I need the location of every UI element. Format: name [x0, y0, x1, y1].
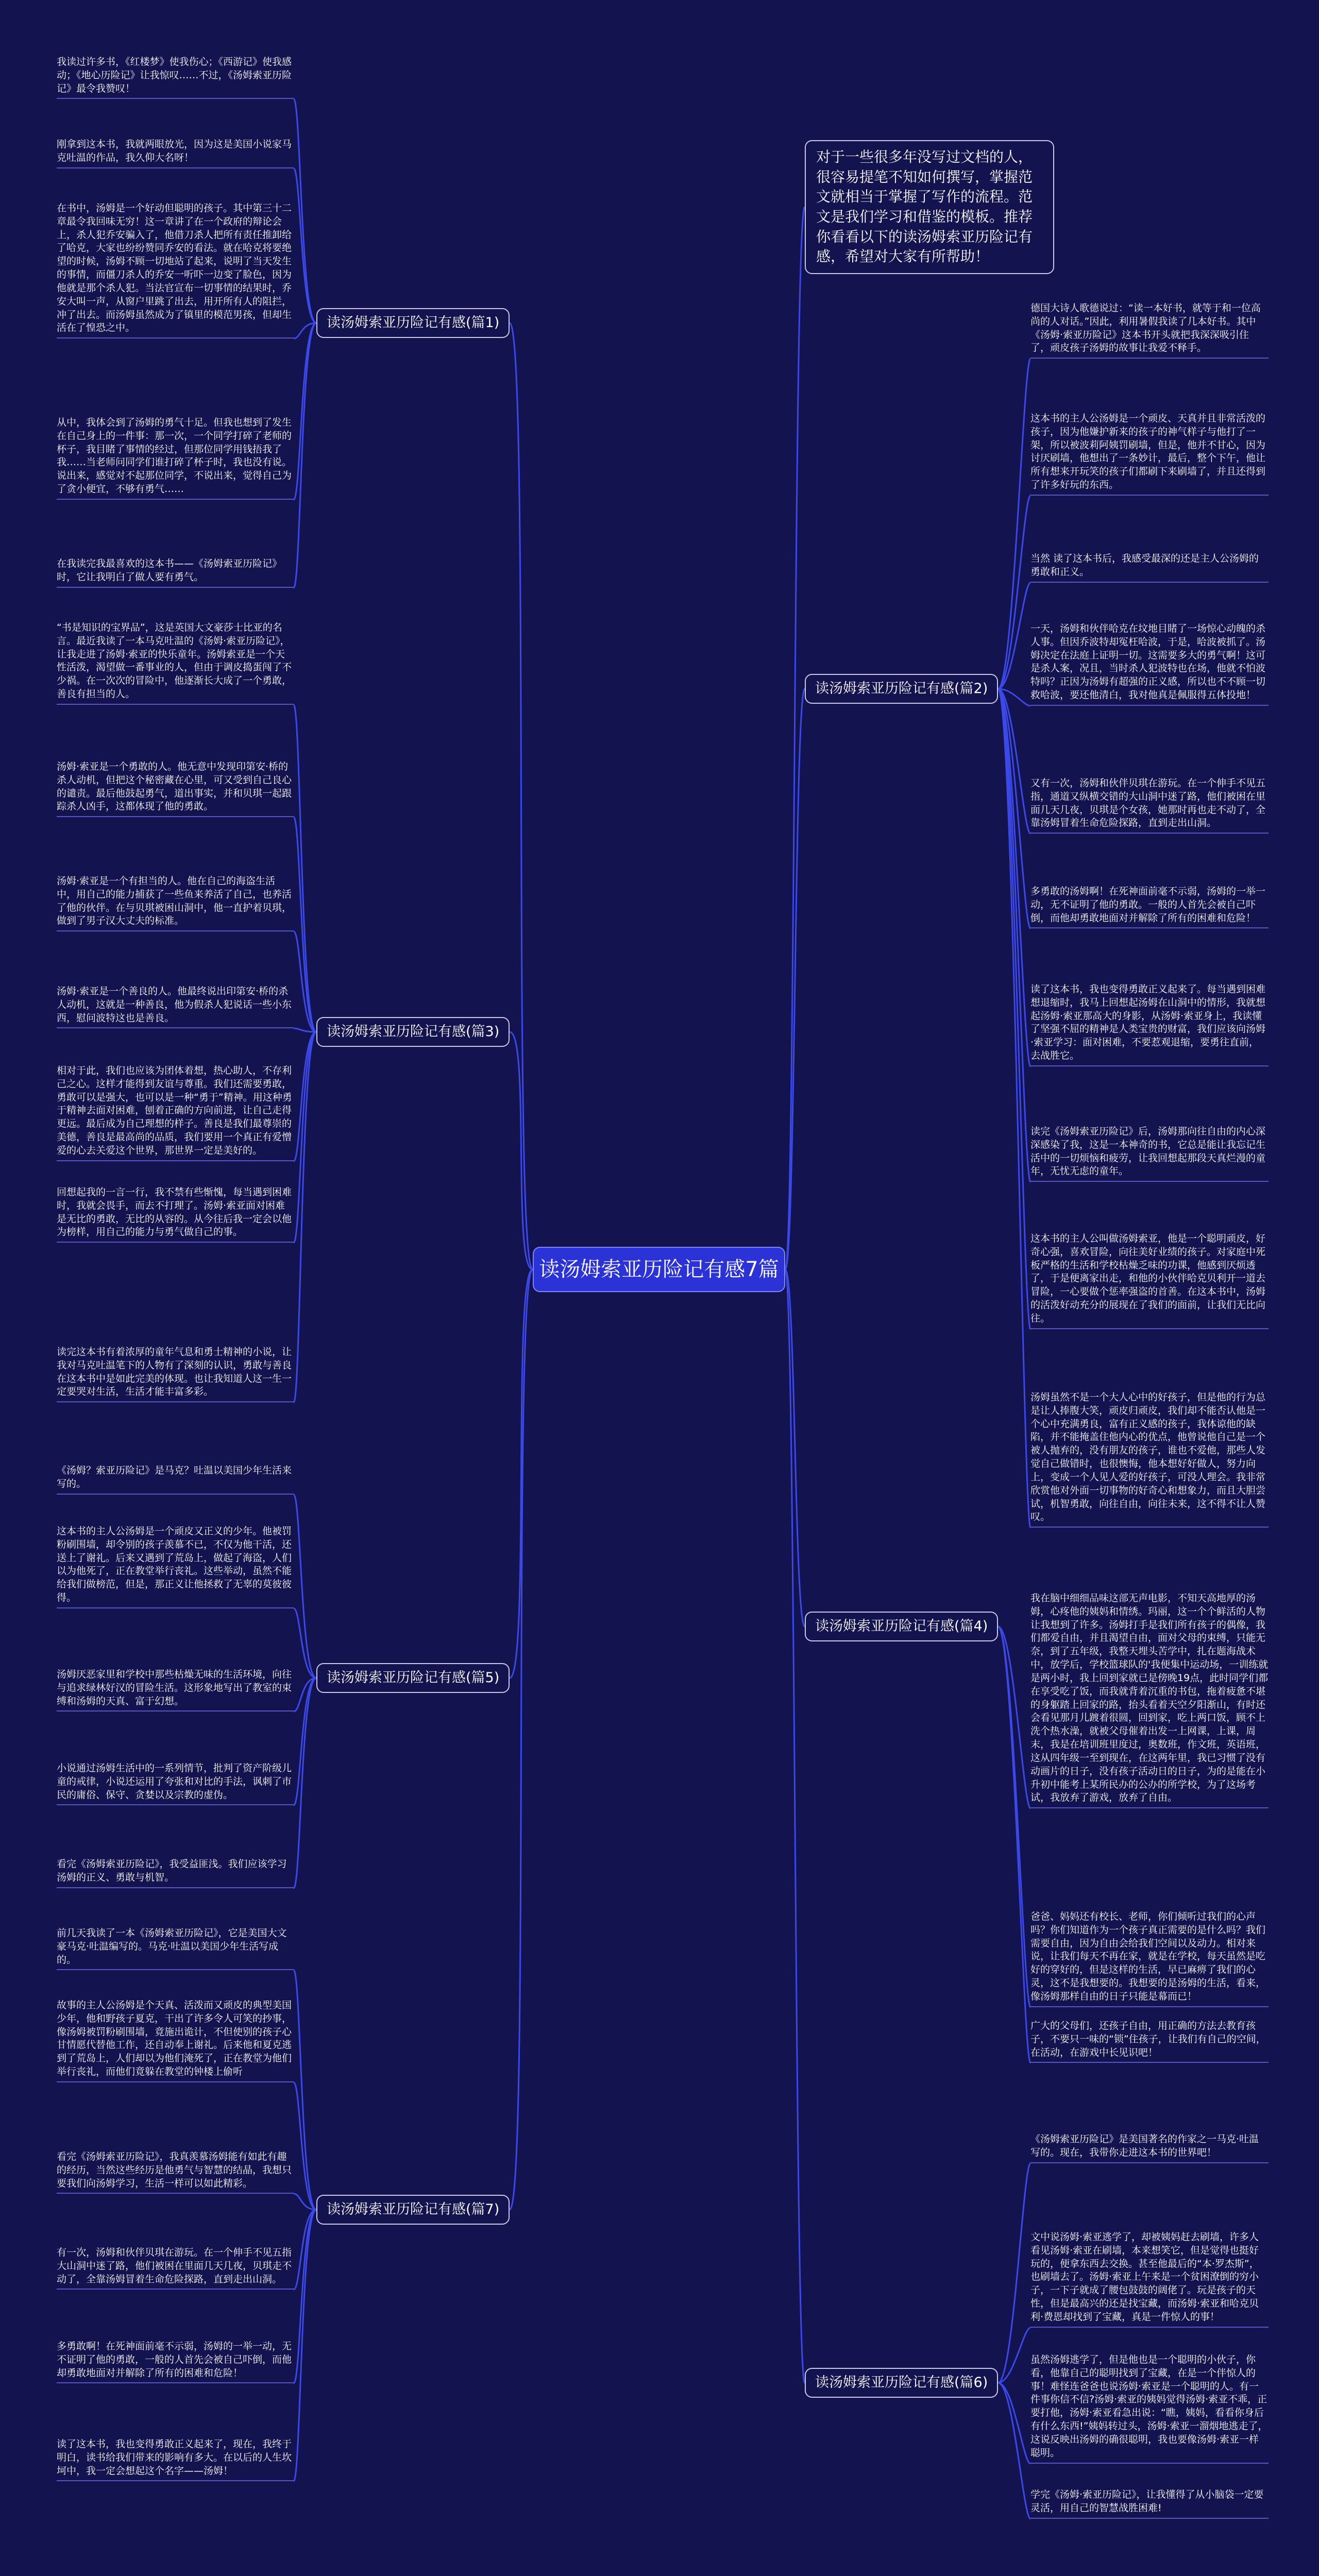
branch-paragraph: 读完《汤姆索亚历险记》后，汤姆那向往自由的内心深深感染了我，这是一本神奇的书，它总是能让我忘记生活中的一切烦恼和疲劳，让我回想起那段天真烂漫的童年，无忧无虑的童年。 [1030, 1125, 1269, 1178]
branch-paragraph: 汤姆·索亚是一个善良的人。他最终说出印第安·桥的杀人动机，这就是一种善良，他为假杀人犯说话一些小东西，慰问波特这也是善良。 [57, 985, 294, 1025]
link-line [294, 1495, 316, 1678]
branch-paragraph: 多勇敢的汤姆啊！在死神面前毫不示弱，汤姆的一举一动，无不证明了他的勇敢。一般的人首先会被自己吓倒，而他却勇敢地面对并解除了所有的困难和危险！ [1030, 885, 1269, 925]
link-line [998, 2383, 1030, 2519]
link-line [998, 583, 1030, 689]
branch-node[interactable]: 读汤姆索亚历险记有感(篇4) [805, 1612, 998, 1641]
branch-paragraph: 汤姆·索亚是一个有担当的人。他在自己的海盗生活中，用自己的能力捕获了一些鱼来养活了自己，也养活了他的伙伴。在与贝琪被困山洞中，他一直护着贝琪，做到了男子汉大丈夫的标准。 [57, 875, 294, 928]
branch-paragraph: 这本书的主人公汤姆是一个顽皮、天真并且非常活泼的孩子，因为他嫌护新来的孩子的神气样子与他打了一架，所以被波莉阿姨罚刷墙，但是，他并不甘心，因为讨厌刷墙，他想出了一条妙计，最后，整个下午，他让所有想来开玩笑的孩子们都刷下来刷墙了，并且还得到了许多好玩的东西。 [1030, 412, 1269, 492]
branch-paragraph: 看完《汤姆索亚历险记》，我真羡慕汤姆能有如此有趣的经历，当然这些经历是他勇气与智慧的结晶，我想只要我们向汤姆学习，生活一样可以如此精彩。 [57, 2150, 294, 2190]
branch-node[interactable]: 读汤姆索亚历险记有感(篇5) [316, 1663, 510, 1693]
link-line [998, 2163, 1030, 2383]
branch-paragraph: 广大的父母们，还孩子自由，用正确的方法去教育孩子，不要只一味的“锁”住孩子，让我们有自己的空间，在活动，在游戏中长见识吧！ [1030, 2020, 1269, 2059]
branch-paragraph: 读完这本书有着浓厚的童年气息和勇士精神的小说，让我对马克吐温笔下的人物有了深刻的认识，勇敢与善良在这本书中是如此完美的体现。也让我知道人这一生一定要哭对生活，生活才能丰富多彩。 [57, 1346, 294, 1399]
branch-paragraph: 虽然汤姆逃学了，但是他也是一个聪明的小伙子，你看，他靠自己的聪明找到了宝藏，在是一个伴惊人的事！难怪连爸爸也说汤姆·索亚是一个聪明的人。有一件事你信不信?汤姆·索亚的姨妈觉得汤姆·索亚不乖，正要打他，汤姆·索亚看急出说：“瞧，姨妈，看看你身后有什么东西!”姨妈转过头，汤姆·索亚一溜烟地逃走了，这说反映出汤姆的确很聪明，我也要像汤姆·索亚一样聪明。 [1030, 2353, 1269, 2460]
branch-paragraph: 看完《汤姆索亚历险记》，我受益匪浅。我们应该学习汤姆的正义、勇敢与机智。 [57, 1858, 294, 1885]
branch-node[interactable]: 读汤姆索亚历险记有感(篇1) [316, 308, 510, 338]
branch-paragraph: 学完《汤姆·索亚历险记》，让我懂得了从小脑袋一定要灵活，用自己的智慧战胜困难! [1030, 2488, 1269, 2515]
branch-paragraph: 爸爸、妈妈还有校长、老师，你们倾听过我们的心声吗？你们知道作为一个孩子真正需要的是什么吗？我们需要自由，因为自由会给我们空间以及动力。相对来说，让我们每天不再在家，就是在学校，每天虽然是吃好的穿好的，但是这样的生活，早已麻痹了我们的心灵，这不是我想要的。我想要的是汤姆的生活，看来，像汤姆那样自由的日子只能是幕而已！ [1030, 1910, 1269, 2004]
branch-paragraph: “书是知识的宝界品”，这是英国大文豪莎士比亚的名言。最近我读了一本马克吐温的《汤姆·索亚历险记》，让我走进了汤姆·索亚的快乐童年。汤姆索亚是一个天性活泼，渴望做一番事业的人，但由于调皮捣蛋闯了不少祸。在一次次的冒险中，他逐渐长大成了一个勇敢，善良有担当的人。 [57, 621, 294, 701]
branch-paragraph: 故事的主人公汤姆是个天真、活泼而又顽皮的典型美国少年，他和野孩子夏克，干出了许多令人可笑的抄事，像汤姆被罚粉刷围墙，竟施出诡计，不但使别的孩子心甘情愿代替他工作，还自动奉上谢礼。后来他和夏克逃到了荒岛上，人们却以为他们淹死了，正在教堂为他们举行丧礼，而他们竟躲在教堂的钟楼上偷听 [57, 1999, 294, 2079]
link-line [294, 323, 316, 500]
branch-paragraph: 刚拿到这本书，我就两眼放光，因为这是美国小说家马克吐温的作品，我久仰大名呀！ [57, 138, 294, 165]
branch-paragraph: 在书中，汤姆是一个好动但聪明的孩子。其中第三十二章最令我回味无穷！这一章讲了在一个政府的辩论会上，杀人犯乔安骗入了，他借刀杀人把所有责任推卸给了哈克，大家也纷纷赞同乔安的看法。就在哈克将要绝望的时候，汤姆不顾一切地站了起来，说明了当天发生的事情，而僵刀杀人的乔安一听吓一边变了脸色，因为他就是那个杀人犯。当法官宣布一切事情的结果时，乔安大叫一声，从窗户里跳了出去，用开所有人的阻拦，冲了出去。而汤姆虽然成为了镇里的模范男孩，但却生活在了惶恐之中。 [57, 202, 294, 335]
branch-paragraph: 当然 读了这本书后，我感受最深的还是主人公汤姆的勇敢和正义。 [1030, 552, 1269, 579]
branch-paragraph: 回想起我的一言一行，我不禁有些惭愧，每当遇到困难时，我就会畏手，而去不打理了。汤姆·索亚面对困难是无比的勇敢，无比的从容的。从今往后我一定会以他为榜样，用自己的能力与勇气做自己的事。 [57, 1186, 294, 1239]
branch-paragraph: 相对于此，我们也应该为团体着想，热心助人，不存利己之心。这样才能得到友谊与尊重。我们还需要勇敢，勇敢可以是强大，也可以是一种“勇于”精神。用这种勇于精神去面对困难，刨着正确的方向前进，让自己走得更远。最后成为自己理想的样子。善良是我们最尊崇的美德，善良是最高尚的品质，我们要用一个真正有爱憎爱的心去关爱这个世界，那世界一定是美好的。 [57, 1064, 294, 1158]
link-line [294, 323, 316, 588]
branch-paragraph: 读了这本书，我也变得勇敢正义起来了。每当遇到困难想退缩时，我马上回想起汤姆在山洞中的情形，我就想起汤姆·索亚那高大的身影，从汤姆·索亚身上，我读懂了坚强不屈的精神是人类宝贵的财富，我们应该向汤姆·索亚学习：面对困难，不要惹观退缩，要勇往直前，去战胜它。 [1030, 983, 1269, 1063]
branch-paragraph: 我在脑中细细品味这部无声电影，不知天高地厚的汤姆，心疼他的姨妈和情绣。玛丽，这一个个鲜活的人物让我想到了许多。汤姆打手是我们所有孩子的偶像，我们都爱自由，并且渴望自由，面对父母的束缚，只能无奈，到了五年级，我整天埋头苦学中，扎在题海战术中，放学后，学校篮球队的'我便集中运动场，一训练就是两小时，我上回到家就已是傍晚19点，此时同学们都在享受吃了饭，而我就背着沉重的书包，拖着疲惫不堪的身躯踏上回家的路，抬头看着天空夕阳渐山，有时还会看见那月儿踱着很圆，回到家，吃上两口饭，顾不上洗个热水澡，就被父母催着出发一上网课，上课，周末，我是在培训班里度过，奥数班，作文班，英语班，这从四年级一至到现在，在这两年里，我已习惯了没有动画片的日子，没有孩子活动日的日子，为的是能在小升初中能考上某所民办的公办的所学校，为了这场考试，我放弃了游戏，放弃了自由。 [1030, 1592, 1269, 1805]
link-line [785, 207, 805, 1269]
branch-paragraph: 汤姆·索亚是一个勇敢的人。他无意中发现印第安·桥的杀人动机，但把这个秘密藏在心里，可又受到自己良心的谴责。最后他鼓起勇气，道出事实，并和贝琪一起跟踪杀人凶手，这都体现了他的勇敢。 [57, 760, 294, 814]
branch-paragraph: 《汤姆？索亚历险记》是马克？吐温以美国少年生活来写的。 [57, 1464, 294, 1491]
branch-node[interactable]: 读汤姆索亚历险记有感(篇2) [805, 674, 998, 704]
link-line [294, 168, 316, 323]
branch-paragraph: 文中说汤姆·索亚逃学了，却被姨妈赶去刷墙，许多人看见汤姆·索亚在刷墙，本来想笑它，但是觉得也挺好玩的，便拿东西去交换。甚至他最后的“本·罗杰斯”，也刷墙去了。汤姆·索亚上午来是一个贫困潦倒的穷小子，一下子就成了腰包鼓鼓的阔佬了。玩是孩子的天性，但是最高兴的还是找宝藏，而汤姆·索亚和哈克贝利·费恩却找到了宝藏，真是一件惊人的事！ [1030, 2231, 1269, 2324]
root-node[interactable]: 读汤姆索亚历险记有感7篇 [533, 1247, 785, 1292]
link-line [294, 99, 316, 323]
branch-paragraph: 这本书的主人公叫做汤姆索亚，他是一个聪明顽皮，好奇心强，喜欢冒险，向往美好业绩的孩子。对家庭中死板严格的生活和学校枯燥乏味的功课，他感到厌烦透了，于是便离家出走，和他的小伙伴哈克贝利开一道去冒险，一心要做个惩率强盗的首善。在这本书中，汤姆的活泼好动充分的展现在了我们的面前，让我们无比向往。 [1030, 1232, 1269, 1326]
branch-paragraph: 汤姆虽然不是一个大人心中的好孩子，但是他的行为总是让人捧腹大笑，顽皮归顽皮，我们却不能否认他是一个心中充满勇良，富有正义感的孩子，我体谅他的缺陷，并不能掩盖住他内心的优点，他曾说他自己是一个被人抛弃的，没有朋友的孩子，谁也不爱他，那些人发觉自己做错时，也很懊悔，他本想好好做人，努力向上，变成一个人见人爱的好孩子，可没人理会。我非常欣赏他对外面一切事物的好奇心和想象力，而且大胆尝试，机智勇敢，向往自由，向往未来，这不得不让人赞叹。 [1030, 1391, 1269, 1524]
branch-paragraph: 多勇敢啊！在死神面前毫不示弱，汤姆的一举一动，无不证明了他的勇敢，一般的人首先会被自己吓倒，而他却勇敢地面对并解除了所有的困难和危险！ [57, 2340, 294, 2380]
branch-paragraph: 我读过许多书，《红楼梦》使我伤心；《西游记》使我感动；《地心历险记》让我惊叹……不过，《汤姆索亚历险记》最令我赞叹！ [57, 56, 294, 95]
branch-paragraph: 前几天我读了一本《汤姆索亚历险记》，它是美国大文豪马克·吐温编写的。马克·吐温以美国少年生活写成的。 [57, 1927, 294, 1967]
branch-paragraph: 在我读完我最喜欢的这本书——《汤姆索亚历险记》时，它让我明白了做人要有勇气。 [57, 557, 294, 584]
branch-paragraph: 汤姆厌恶家里和学校中那些枯燥无味的生活环境，向往与追求绿林好汉的冒险生活。这形象地写出了教室的束缚和汤姆的天真、富于幻想。 [57, 1668, 294, 1708]
branch-paragraph: 一天，汤姆和伙伴哈克在坟地目睹了一场惊心动魄的杀人事。但因乔波特却冤枉哈波，于是，哈波被抓了。汤姆决定在法庭上证明一切。这需要多大的勇气啊！这可是杀人案，况且，当时杀人犯波特也在场，他就不怕波特吗？正因为汤姆有超强的正义感，所以也不不顾一切救哈波，要还他清白，我对他真是佩服得五体投地！ [1030, 622, 1269, 702]
branch-paragraph: 有一次，汤姆和伙伴贝琪在游玩。在一个伸手不见五指大山洞中迷了路，他们被困在里面几天几夜，贝琪走不动了，全靠汤姆冒着生命危险探路，直到走出山洞。 [57, 2246, 294, 2286]
link-line [998, 1626, 1030, 2007]
branch-node[interactable]: 读汤姆索亚历险记有感(篇3) [316, 1017, 510, 1047]
intro-node[interactable]: 对于一些很多年没写过文档的人，很容易提笔不知如何撰写，掌握范文就相当于掌握了写作的流程。范文是我们学习和借鉴的模板。推荐你看看以下的读汤姆索亚历险记有感，希望对大家有所帮助！ [805, 140, 1054, 274]
link-line [510, 1032, 533, 1269]
branch-paragraph: 德国大诗人歌德说过：“读一本好书，就等于和一位高尚的人对话。”因此，利用暑假我读了几本好书。其中《汤姆·索亚历险记》这本书开头就把我深深吸引住了，顽皮孩子汤姆的故事让我爱不释手。 [1030, 302, 1269, 355]
branch-paragraph: 这本书的主人公汤姆是一个顽皮又正义的少年。他被罚粉刷围墙，却令别的孩子羡慕不已，不仅为他干活，还送上了谢礼。后来又遇到了荒岛上，做起了海盗，人们以为他死了，正在教堂举行丧礼。这些举动，虽然不能给我们做榜范，但是，那正义让他拯救了无辜的莫彼彼得。 [57, 1525, 294, 1605]
branch-paragraph: 《汤姆索亚历险记》是美国著名的作家之一马克·吐温写的。现在，我带你走进这本书的世界吧！ [1030, 2133, 1269, 2160]
branch-paragraph: 从中，我体会到了汤姆的勇气十足。但我也想到了发生在自己身上的一件事：那一次，一个同学打碎了老师的杯子，我目睹了事情的经过，但那位同学用钱捂我了我……当老师问同学们谁打碎了杯子时，我也没有说。说出来，感觉对不起那位同学，不说出来，觉得自己为了贪小便宜，不够有勇气…… [57, 416, 294, 496]
branch-paragraph: 读了这本书，我也变得勇敢正义起来了，现在，我终于明白，读书给我们带来的影响有多大。在以后的人生坎坷中，我一定会想起这个名字——汤姆！ [57, 2438, 294, 2478]
branch-paragraph: 小说通过汤姆生活中的一系列情节，批判了资产阶级儿童的戒律，小说还运用了夸张和对比的手法，讽刺了市民的庸俗、保守、贪婪以及宗教的虚伪。 [57, 1762, 294, 1802]
branch-node[interactable]: 读汤姆索亚历险记有感(篇6) [805, 2368, 998, 2398]
link-line [998, 2383, 1030, 2464]
branch-paragraph: 又有一次，汤姆和伙伴贝琪在游玩。在一个伸手不见五指，通道又纵横交错的大山洞中迷了路，他们被困在里面几天几夜，贝琪是个女孩，她那时再也走不动了，全靠汤姆冒着生命危险探路，直到走出山洞。 [1030, 777, 1269, 830]
branch-node[interactable]: 读汤姆索亚历险记有感(篇7) [316, 2195, 510, 2225]
